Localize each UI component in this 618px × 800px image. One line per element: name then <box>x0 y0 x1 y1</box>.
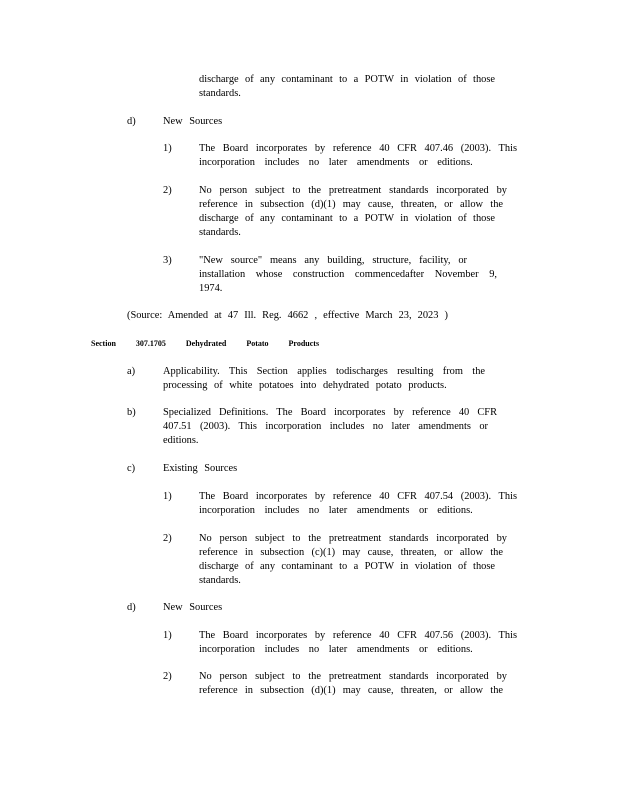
paragraph-line: discharge of any contaminant to a POTW in violation of those <box>199 74 495 85</box>
paragraph-line: Applicability. This Section applies todischarges resulting from the <box>163 366 485 377</box>
paragraph-line: No person subject to the pretreatment standards incorporated by <box>199 533 507 544</box>
paragraph-line: incorporation includes no later amendments or editions. <box>199 505 473 516</box>
paragraph-line: No person subject to the pretreatment standards incorporated by <box>199 185 507 196</box>
paragraph-line: processing of white potatoes into dehydrated potato products. <box>163 380 447 391</box>
subsection-title: New Sources <box>163 116 223 127</box>
paragraph-line: incorporation includes no later amendments or editions. <box>199 644 473 655</box>
item-number: 1) <box>163 143 172 154</box>
paragraph-line: incorporation includes no later amendments or editions. <box>199 157 473 168</box>
paragraph-line: reference in subsection (d)(1) may cause, threaten, or allow the <box>199 685 503 696</box>
paragraph-line: Specialized Definitions. The Board incorporates by reference 40 CFR <box>163 407 497 418</box>
subsection-label: a) <box>127 366 136 377</box>
subsection-label: d) <box>127 116 136 127</box>
item-number: 2) <box>163 185 172 196</box>
paragraph-line: The Board incorporates by reference 40 CFR 407.46 (2003). This <box>199 143 517 154</box>
paragraph-line: The Board incorporates by reference 40 CFR 407.56 (2003). This <box>199 630 517 641</box>
subsection-label: b) <box>127 407 136 418</box>
item-number: 1) <box>163 491 172 502</box>
paragraph-line: discharge of any contaminant to a POTW in violation of those <box>199 213 495 224</box>
subsection-title: New Sources <box>163 602 223 613</box>
paragraph-line: installation whose construction commencedafter November 9, <box>199 269 497 280</box>
paragraph-line: 407.51 (2003). This incorporation includes no later amendments or <box>163 421 488 432</box>
paragraph-line: No person subject to the pretreatment standards incorporated by <box>199 671 507 682</box>
paragraph-line: The Board incorporates by reference 40 CFR 407.54 (2003). This <box>199 491 517 502</box>
item-number: 1) <box>163 630 172 641</box>
paragraph-line: "New source" means any building, structure, facility, or <box>199 255 467 266</box>
paragraph-line: standards. <box>199 227 241 238</box>
paragraph-line: reference in subsection (c)(1) may cause, threaten, or allow the <box>199 547 503 558</box>
item-number: 2) <box>163 533 172 544</box>
item-number: 3) <box>163 255 172 266</box>
paragraph-line: discharge of any contaminant to a POTW in violation of those <box>199 561 495 572</box>
subsection-title: Existing Sources <box>163 463 238 474</box>
paragraph-line: standards. <box>199 575 241 586</box>
paragraph-line: editions. <box>163 435 199 446</box>
paragraph-line: 1974. <box>199 283 223 294</box>
paragraph-line: reference in subsection (d)(1) may cause, threaten, or allow the <box>199 199 503 210</box>
section-heading: Section 307.1705 Dehydrated Potato Products <box>91 339 320 348</box>
item-number: 2) <box>163 671 172 682</box>
paragraph-line: standards. <box>199 88 241 99</box>
source-note: (Source: Amended at 47 Ill. Reg. 4662 , effective March 23, 2023 ) <box>127 310 448 321</box>
subsection-label: d) <box>127 602 136 613</box>
subsection-label: c) <box>127 463 136 474</box>
